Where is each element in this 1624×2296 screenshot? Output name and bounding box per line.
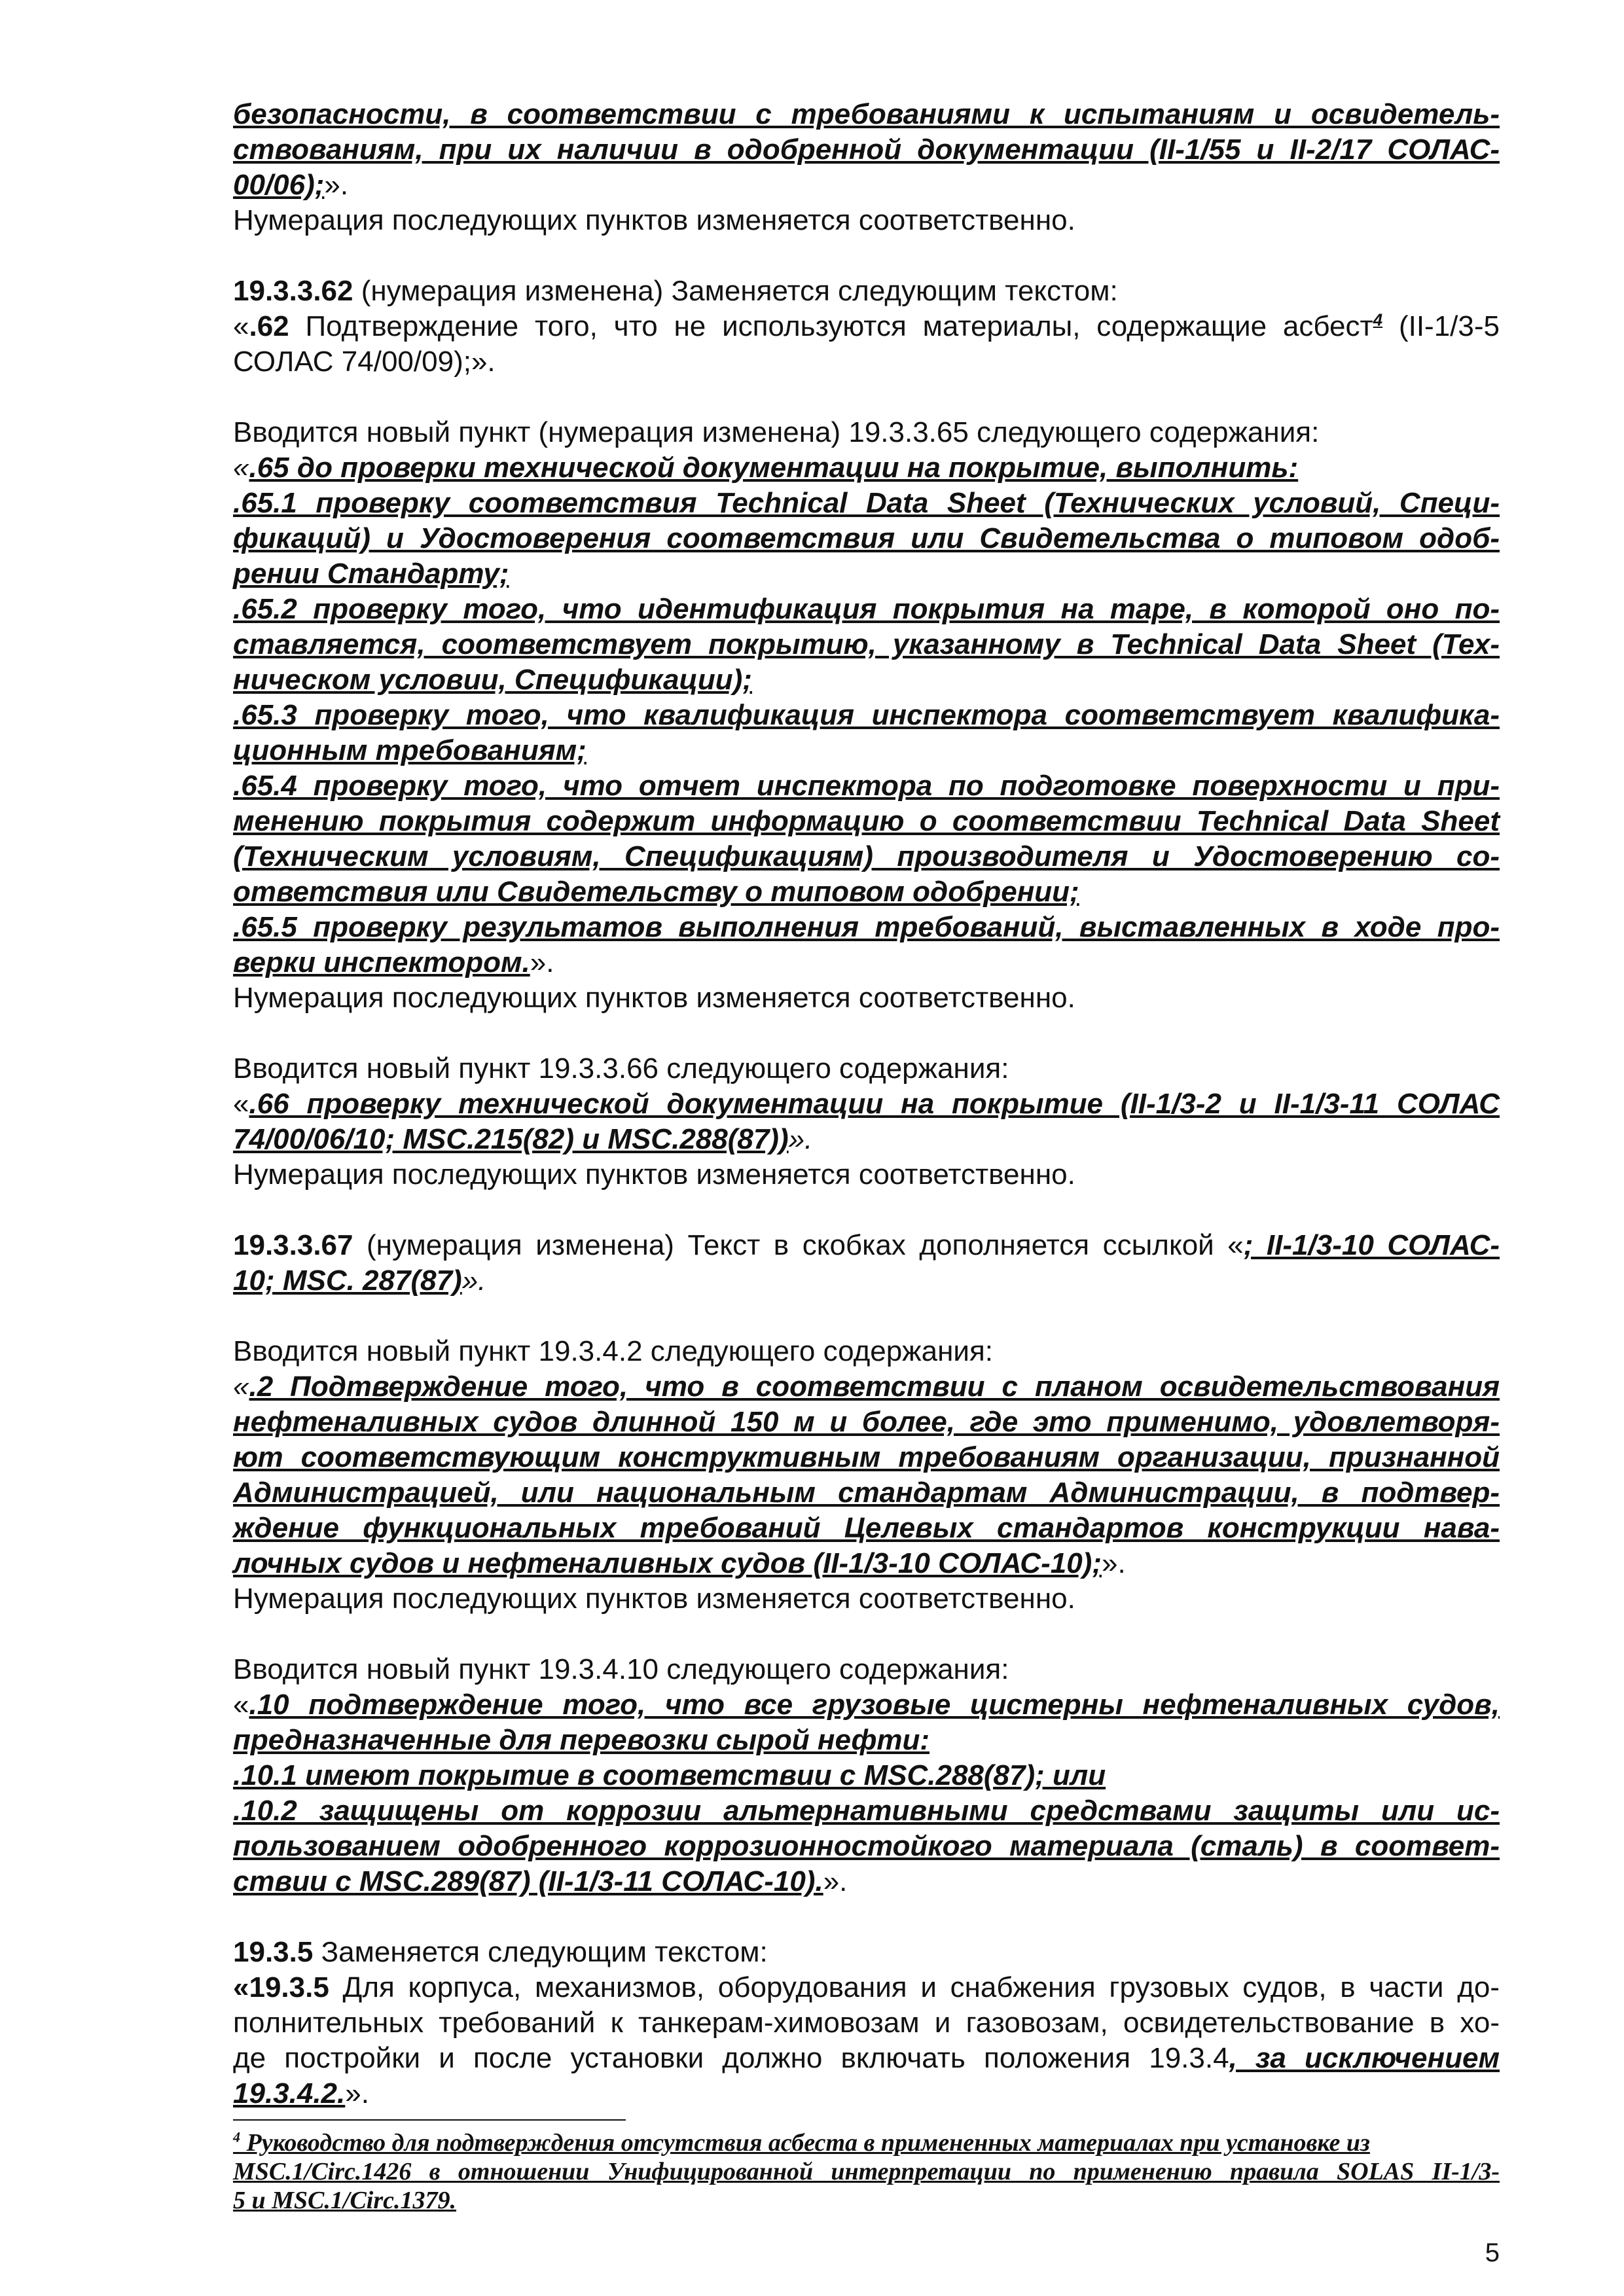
text-line: предназначенные для перевозки сырой нефти:: [233, 1724, 930, 1756]
text-line: 00/06);».: [233, 169, 349, 201]
text-line: 74/00/06/10; MSC.215(82) и MSC.288(87))».: [233, 1123, 813, 1155]
renumbering-note: Нумерация последующих пунктов изменяется соответственно.: [233, 1158, 1075, 1191]
text-line: де постройки и после установки должно включать положения 19.3.4, за исключением: [233, 2042, 1500, 2074]
section-heading: Вводится новый пункт 19.3.4.2 следующего содержания:: [233, 1335, 994, 1367]
text-line: верки инспектором.».: [233, 946, 554, 978]
footnote: [233, 2128, 1500, 2215]
main-text: [233, 97, 1500, 2111]
text-line: ническом условии, Спецификации);: [233, 664, 752, 696]
text-line: «.66 проверку технической документации на покрытие (II-1/3-2 и II-1/3-11 СОЛАС: [233, 1088, 1500, 1120]
section-heading: Вводится новый пункт (нумерация изменена) 19.3.3.65 следующего содержания:: [233, 416, 1320, 448]
footnote-reference: 4: [1373, 310, 1383, 330]
text-line: ционным требованиям;: [233, 734, 586, 766]
text-line: ствованиям, при их наличии в одобренной документации (II-1/55 и II-2/17 СОЛАС-: [233, 134, 1500, 166]
text-line: лочных судов и нефтеналивных судов (II-1/3-10 СОЛАС-10);».: [233, 1547, 1126, 1579]
text-line: (Техническим условиям, Спецификациям) производителя и Удостоверению со-: [233, 840, 1500, 872]
text-line: пользованием одобренного коррозионностойкого материала (сталь) в соответ-: [233, 1830, 1500, 1862]
footnote-line: 5 и MSC.1/Circ.1379.: [233, 2187, 457, 2214]
text-line: «.10 подтверждение того, что все грузовые цистерны нефтеналивных судов,: [233, 1689, 1500, 1721]
text-line: менению покрытия содержит информацию о соответствии Technical Data Sheet: [233, 805, 1500, 837]
text-line: рении Стандарту;: [233, 558, 509, 590]
section-heading: 19.3.5 Заменяется следующим текстом:: [233, 1936, 768, 1968]
text-line: «19.3.5 Для корпуса, механизмов, оборудования и снабжения грузовых судов, в части до-: [233, 1971, 1500, 2003]
text-line: «.62 Подтверждение того, что не используются материалы, содержащие асбест$^4$ (II-1/3-5: [233, 310, 1500, 342]
renumbering-note: Нумерация последующих пунктов изменяется соответственно.: [233, 1583, 1075, 1615]
text-line: фикаций) и Удостоверения соответствия или Свидетельства о типовом одоб-: [233, 522, 1500, 554]
text-line: ствии с MSC.289(87) (II-1/3-11 СОЛАС-10).».: [233, 1865, 848, 1897]
text-line: безопасности, в соответствии с требованиями к испытаниям и освидетель-: [233, 98, 1500, 130]
text-line: .10.1 имеют покрытие в соответствии с MSC.288(87); или: [233, 1759, 1106, 1791]
section-heading: 19.3.3.62 (нумерация изменена) Заменяется следующим текстом:: [233, 275, 1118, 307]
text-line: ответствия или Свидетельству о типовом одобрении;: [233, 876, 1079, 908]
renumbering-note: Нумерация последующих пунктов изменяется соответственно.: [233, 204, 1075, 236]
text-line: 10; MSC. 287(87)».: [233, 1265, 486, 1297]
text-line: СОЛАС 74/00/09);».: [233, 346, 496, 378]
section-heading: Вводится новый пункт 19.3.4.10 следующего содержания:: [233, 1653, 1009, 1685]
footnote-mark: 4: [233, 2128, 240, 2145]
text-line: «.65 до проверки технической документации на покрытие, выполнить:: [233, 452, 1299, 484]
section-heading: Вводится новый пункт 19.3.3.66 следующего содержания:: [233, 1052, 1009, 1085]
renumbering-note: Нумерация последующих пунктов изменяется соответственно.: [233, 982, 1075, 1014]
text-line: ждение функциональных требований Целевых стандартов конструкции нава-: [233, 1512, 1500, 1544]
text-line: 19.3.4.2.».: [233, 2077, 369, 2109]
text-line: 19.3.3.67 (нумерация изменена) Текст в скобках дополняется ссылкой «; II-1/3-10 СОЛАС-: [233, 1229, 1500, 1261]
footnote-line: MSC.1/Circ.1426 в отношении Унифицированной интерпретации по применению правила SOLAS II-1/3-: [233, 2158, 1500, 2185]
page-number: 5: [1485, 2238, 1500, 2267]
text-line: .65.5 проверку результатов выполнения требований, выставленных в ходе про-: [233, 911, 1500, 943]
text-line: нефтеналивных судов длинной 150 м и более, где это применимо, удовлетворя-: [233, 1406, 1500, 1438]
text-line: .65.1 проверку соответствия Technical Data Sheet (Технических условий, Специ-: [233, 487, 1500, 519]
text-line: .65.2 проверку того, что идентификация покрытия на таре, в которой оно по-: [233, 593, 1500, 625]
text-line: «.2 Подтверждение того, что в соответствии с планом освидетельствования: [233, 1371, 1500, 1403]
text-line: .65.3 проверку того, что квалификация инспектора соответствует квалифика-: [233, 699, 1500, 731]
footnote-separator: [233, 2119, 626, 2121]
text-line: Администрацией, или национальным стандартам Администрации, в подтвер-: [233, 1477, 1500, 1509]
footnote-line: $^4$ Руководство для подтверждения отсутствия асбеста в примененных материалах при установке из: [233, 2128, 1370, 2157]
text-line: полнительных требований к танкерам-химовозам и газовозам, освидетельствование в хо-: [233, 2007, 1500, 2039]
text-line: ставляется, соответствует покрытию, указанному в Technical Data Sheet (Тех-: [233, 628, 1500, 660]
text-line: .10.2 защищены от коррозии альтернативными средствами защиты или ис-: [233, 1795, 1500, 1827]
text-line: ют соответствующим конструктивным требованиям организации, признанной: [233, 1441, 1500, 1473]
text-line: .65.4 проверку того, что отчет инспектора по подготовке поверхности и при-: [233, 770, 1500, 802]
